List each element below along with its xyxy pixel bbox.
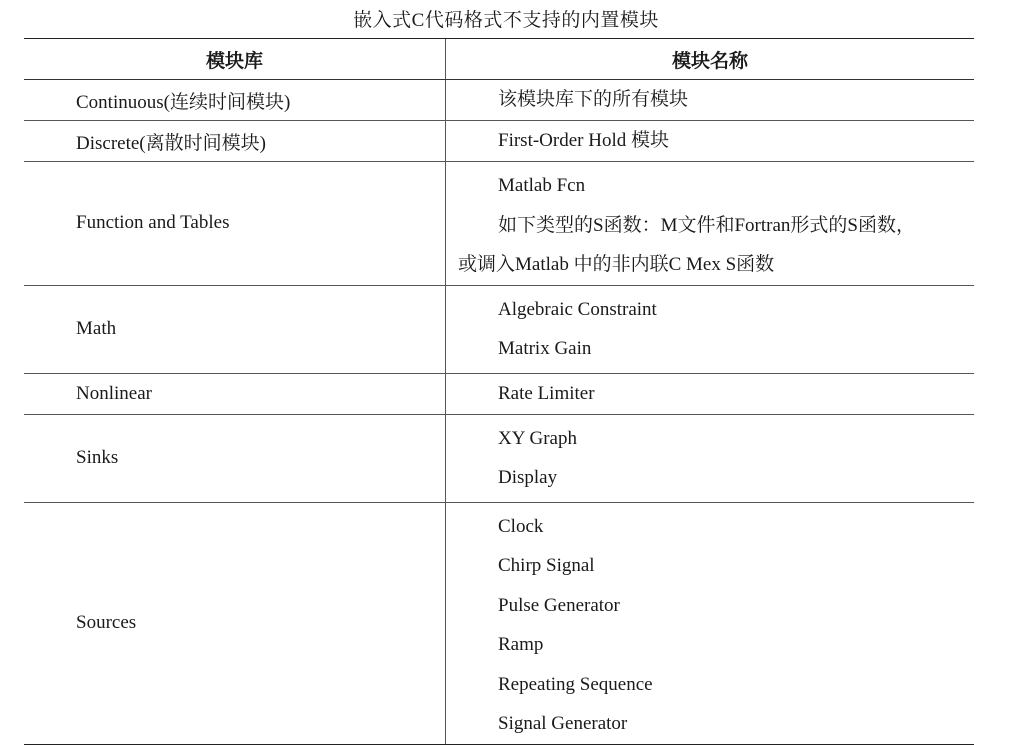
block-name: Clock bbox=[498, 515, 544, 537]
library-cell: Discrete(离散时间模块) bbox=[24, 121, 446, 161]
block-name: Repeating Sequence bbox=[498, 673, 653, 695]
library-cell: Sources bbox=[24, 503, 446, 744]
block-name: XY Graph bbox=[498, 427, 577, 449]
blocks-cell bbox=[446, 162, 974, 285]
library-cell: Nonlinear bbox=[24, 374, 446, 414]
block-name: Ramp bbox=[498, 634, 544, 655]
table-row bbox=[24, 415, 974, 503]
block-name: Rate Limiter bbox=[498, 382, 595, 404]
block-name: Chirp Signal bbox=[498, 555, 595, 576]
block-name: Signal Generator bbox=[498, 713, 628, 734]
block-name: Matrix Gain bbox=[498, 338, 592, 359]
header-block-name: 模块名称 bbox=[671, 50, 748, 72]
table-caption: 嵌入式C代码格式不支持的内置模块 bbox=[353, 10, 659, 31]
blocks-cell bbox=[446, 286, 974, 373]
library-cell: Continuous(连续时间模块) bbox=[24, 80, 446, 120]
blocks-cell bbox=[446, 415, 974, 502]
library-cell: Function and Tables bbox=[24, 162, 446, 285]
block-name: Matlab Fcn bbox=[498, 175, 586, 196]
blocks-cell bbox=[446, 121, 974, 161]
blocks-cell bbox=[446, 374, 974, 414]
block-name: Pulse Generator bbox=[498, 594, 620, 616]
header-library: 模块库 bbox=[24, 39, 446, 79]
block-name: Display bbox=[498, 467, 558, 488]
table-row bbox=[24, 503, 974, 744]
block-name: First-Order Hold 模块 bbox=[498, 130, 669, 151]
table-row bbox=[24, 374, 974, 415]
table-row bbox=[24, 80, 974, 121]
blocks-cell bbox=[446, 80, 974, 120]
block-name-continued: 或调入Matlab 中的非内联C Mex S函数 bbox=[458, 254, 775, 275]
unsupported-blocks-table bbox=[24, 38, 974, 745]
library-cell: Math bbox=[24, 286, 446, 373]
table-row bbox=[24, 286, 974, 374]
block-name: 如下类型的S函数：M文件和Fortran形式的S函数， bbox=[498, 214, 915, 236]
block-name: Algebraic Constraint bbox=[498, 298, 657, 320]
library-cell: Sinks bbox=[24, 415, 446, 502]
table-row bbox=[24, 162, 974, 286]
table-row bbox=[24, 121, 974, 162]
block-name: 该模块库下的所有模块 bbox=[498, 89, 689, 110]
blocks-cell bbox=[446, 503, 974, 744]
table-header-row bbox=[24, 39, 974, 80]
